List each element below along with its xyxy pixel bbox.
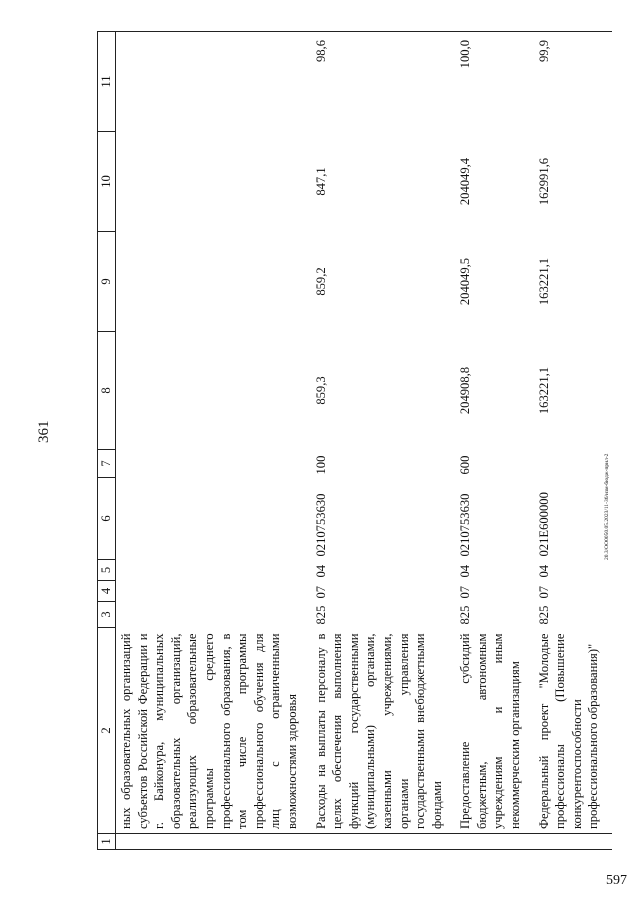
column-header: 10 [98, 132, 116, 232]
cell-value-11: 98,6 [311, 32, 456, 132]
column-header: 6 [98, 478, 116, 560]
cell-value-10: 204049,4 [458, 157, 473, 206]
cell-target-item: 0210753630 [313, 493, 328, 557]
column-header: 8 [98, 332, 116, 450]
column-header: 9 [98, 232, 116, 332]
cell-target-item [116, 478, 311, 560]
cell-value-8: 163221,1 [536, 366, 551, 415]
cell-value-9: 204049,5 [458, 257, 473, 306]
cell-expense-type: 600 [458, 455, 473, 475]
row-number-cell [534, 834, 612, 850]
cell-target-item: 021Е600000 [536, 492, 551, 557]
cell-value-10 [116, 132, 311, 232]
row-number-cell [311, 834, 456, 850]
column-header: 5 [98, 560, 116, 581]
cell-value-11: 100,0 [455, 32, 533, 132]
row-number-cell [455, 834, 533, 850]
cell-section: 07 [313, 585, 328, 599]
cell-value-8: 204908,8 [458, 366, 473, 415]
cell-value-10: 162991,6 [536, 157, 551, 206]
cell-section: 07 [536, 585, 551, 599]
page-number-top: 361 [36, 420, 52, 443]
cell-value-11: 99,9 [534, 32, 612, 132]
cell-value-8 [116, 332, 311, 450]
column-header: 3 [98, 602, 116, 628]
cell-value-9: 163221,1 [536, 257, 551, 306]
cell-value-9 [116, 232, 311, 332]
cell-subsection: 04 [458, 564, 473, 578]
cell-subsection: 04 [536, 564, 551, 578]
cell-expense-type [116, 450, 311, 478]
cell-expense-type: 100 [313, 455, 328, 475]
cell-subsection: 04 [313, 564, 328, 578]
table-header-row [98, 32, 116, 850]
row-name: ных образовательных организаций субъектов Российской Федерации и г. Байконура, муниципальных образовательных организаций, реализующих образовательные программы среднего профессионального образования, в том числе программы профессионального обучения для лиц с ограниченными возможностями здоровья [119, 633, 299, 829]
cell-subsection [116, 560, 311, 581]
cell-ministry: 825 [313, 605, 328, 625]
page-number-bottom: 597 [606, 873, 627, 888]
document-side-code: 20.3/ОО0050.05.2023/11-36/изм-бюдж-прил-2 [604, 453, 610, 560]
budget-table [97, 31, 612, 850]
cell-expense-type [534, 450, 612, 478]
row-name: Федеральный проект "Молодые профессионалы (Повышение конкурентоспособности профессионального образования)" [536, 633, 601, 829]
cell-ministry: 825 [536, 605, 551, 625]
cell-ministry: 825 [458, 605, 473, 625]
row-name: Предоставление субсидий бюджетным, автономным учреждениям и иным некоммерческим организациям [458, 633, 523, 829]
table-row [116, 32, 311, 850]
cell-ministry [116, 602, 311, 628]
table-row [534, 32, 612, 850]
cell-value-11 [116, 32, 311, 132]
table-row [311, 32, 456, 850]
column-header: 4 [98, 581, 116, 602]
column-header: 2 [98, 628, 116, 834]
cell-section [116, 581, 311, 602]
cell-value-8: 859,3 [313, 376, 328, 405]
cell-target-item: 0210753630 [458, 493, 473, 557]
column-header: 1 [98, 834, 116, 850]
column-header: 7 [98, 450, 116, 478]
row-number-cell [116, 834, 311, 850]
cell-section: 07 [458, 585, 473, 599]
cell-value-9: 859,2 [313, 267, 328, 296]
cell-value-10: 847,1 [313, 167, 328, 196]
table-row [455, 32, 533, 850]
column-header: 11 [98, 32, 116, 132]
rotated-table-container [97, 32, 601, 850]
row-name: Расходы на выплаты персоналу в целях обеспечения выполнения функций государственными (муниципальными) органами, казенными учреждениями, органами управления государственными внебюджетными фондами [313, 633, 444, 829]
